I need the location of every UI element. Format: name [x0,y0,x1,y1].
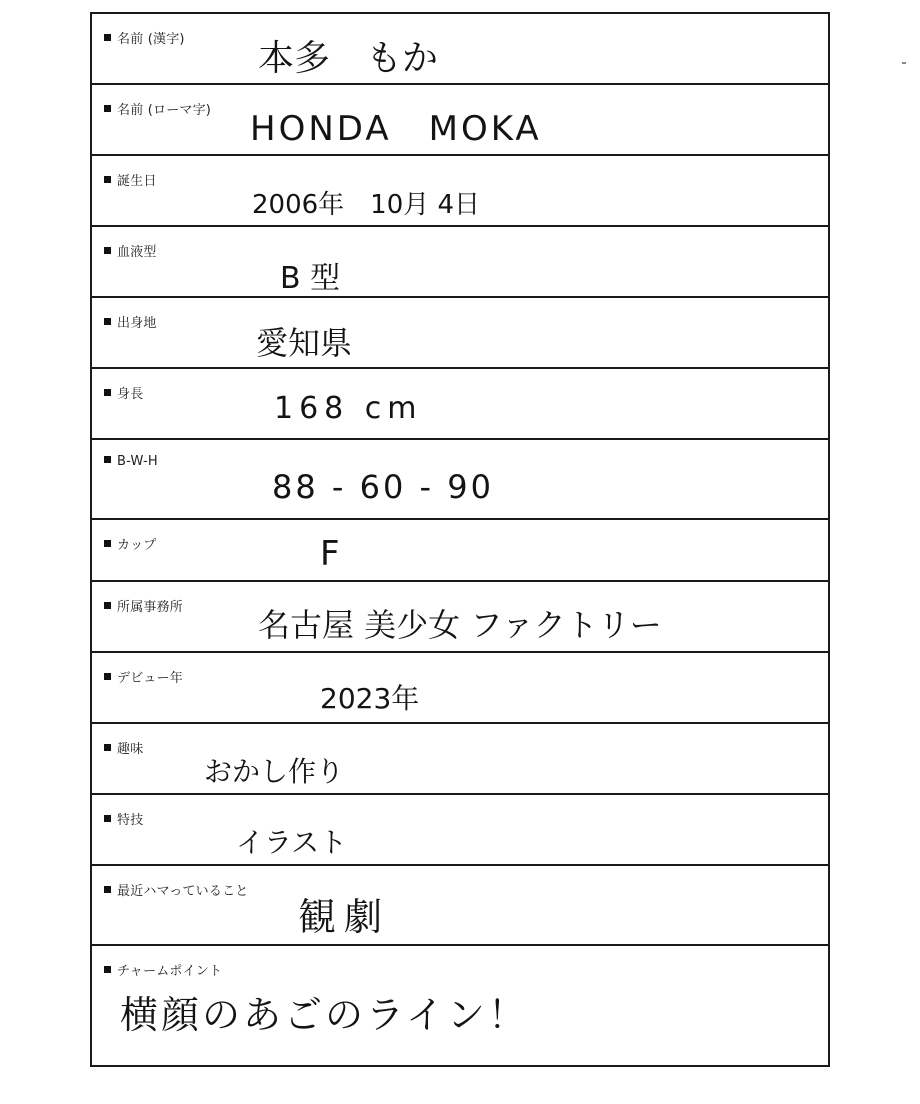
field-label [104,170,157,189]
field-label [104,99,211,118]
row-name-romaji [92,85,828,156]
field-value-debut-year: 2023年 [320,682,420,715]
field-label [104,960,222,979]
field-value-height: 168 cm [274,391,423,426]
field-value-birthplace: 愛知県 [256,324,353,362]
bullet-square-icon [104,456,111,463]
field-label [104,312,157,331]
row-bwh [92,440,828,520]
row-name-kanji [92,14,828,85]
field-label [104,534,156,553]
row-cup [92,520,828,582]
label-text: チャームポイント [117,964,223,979]
label-text: 特技 [117,813,144,828]
label-text: 身長 [117,387,144,402]
field-label [104,596,183,615]
row-height [92,369,828,440]
bullet-square-icon [104,540,111,547]
field-value-charm-point: 横顔のあごのライン！ [120,993,529,1037]
bullet-square-icon [104,389,111,396]
row-skill [92,795,828,866]
bullet-square-icon [104,602,111,609]
label-text: 出身地 [117,316,157,331]
field-label [104,28,185,47]
row-agency [92,582,828,653]
label-text: デビュー年 [117,671,184,686]
label-text: 血液型 [117,245,157,260]
field-value-agency: 名古屋 美少女 ファクトリー [258,606,662,644]
row-charm-point [92,946,828,1067]
field-value-hobby: おかし作り [204,755,345,788]
label-text: 名前 (ローマ字) [117,103,212,118]
label-text: B-W-H [117,454,158,469]
field-label [104,809,143,828]
bullet-square-icon [104,815,111,822]
field-value-name-romaji: HONDA MOKA [250,109,542,149]
label-text: カップ [117,538,157,553]
bullet-square-icon [104,105,111,112]
field-value-cup: F [320,534,340,574]
label-text: 名前 (漢字) [117,32,185,47]
field-label [104,738,143,757]
field-label [104,241,157,260]
row-recent-interest [92,866,828,946]
row-birthday [92,156,828,227]
bullet-square-icon [104,34,111,41]
field-value-birthday: 2006年 10月 4日 [252,190,481,220]
field-value-name-kanji: 本多 もか [258,38,439,79]
field-label [104,667,183,686]
field-value-skill: イラスト [236,826,348,859]
label-text: 最近ハマっていること [117,884,249,899]
profile-sheet [90,12,830,1067]
field-label [104,454,158,469]
bullet-square-icon [104,744,111,751]
field-value-blood-type: B 型 [280,261,341,296]
row-birthplace [92,298,828,369]
field-value-recent-interest: 観劇 [298,895,391,939]
label-text: 趣味 [117,742,144,757]
label-text: 所属事務所 [117,600,184,615]
label-text: 誕生日 [117,174,157,189]
row-debut-year [92,653,828,724]
row-blood-type [92,227,828,298]
field-label [104,880,248,899]
row-hobby [92,724,828,795]
bullet-square-icon [104,247,111,254]
field-label [104,383,143,402]
bullet-square-icon [104,176,111,183]
bullet-square-icon [104,673,111,680]
scan-speck [902,62,906,64]
bullet-square-icon [104,966,111,973]
field-value-bwh: 88 - 60 - 90 [272,468,494,506]
bullet-square-icon [104,318,111,325]
bullet-square-icon [104,886,111,893]
